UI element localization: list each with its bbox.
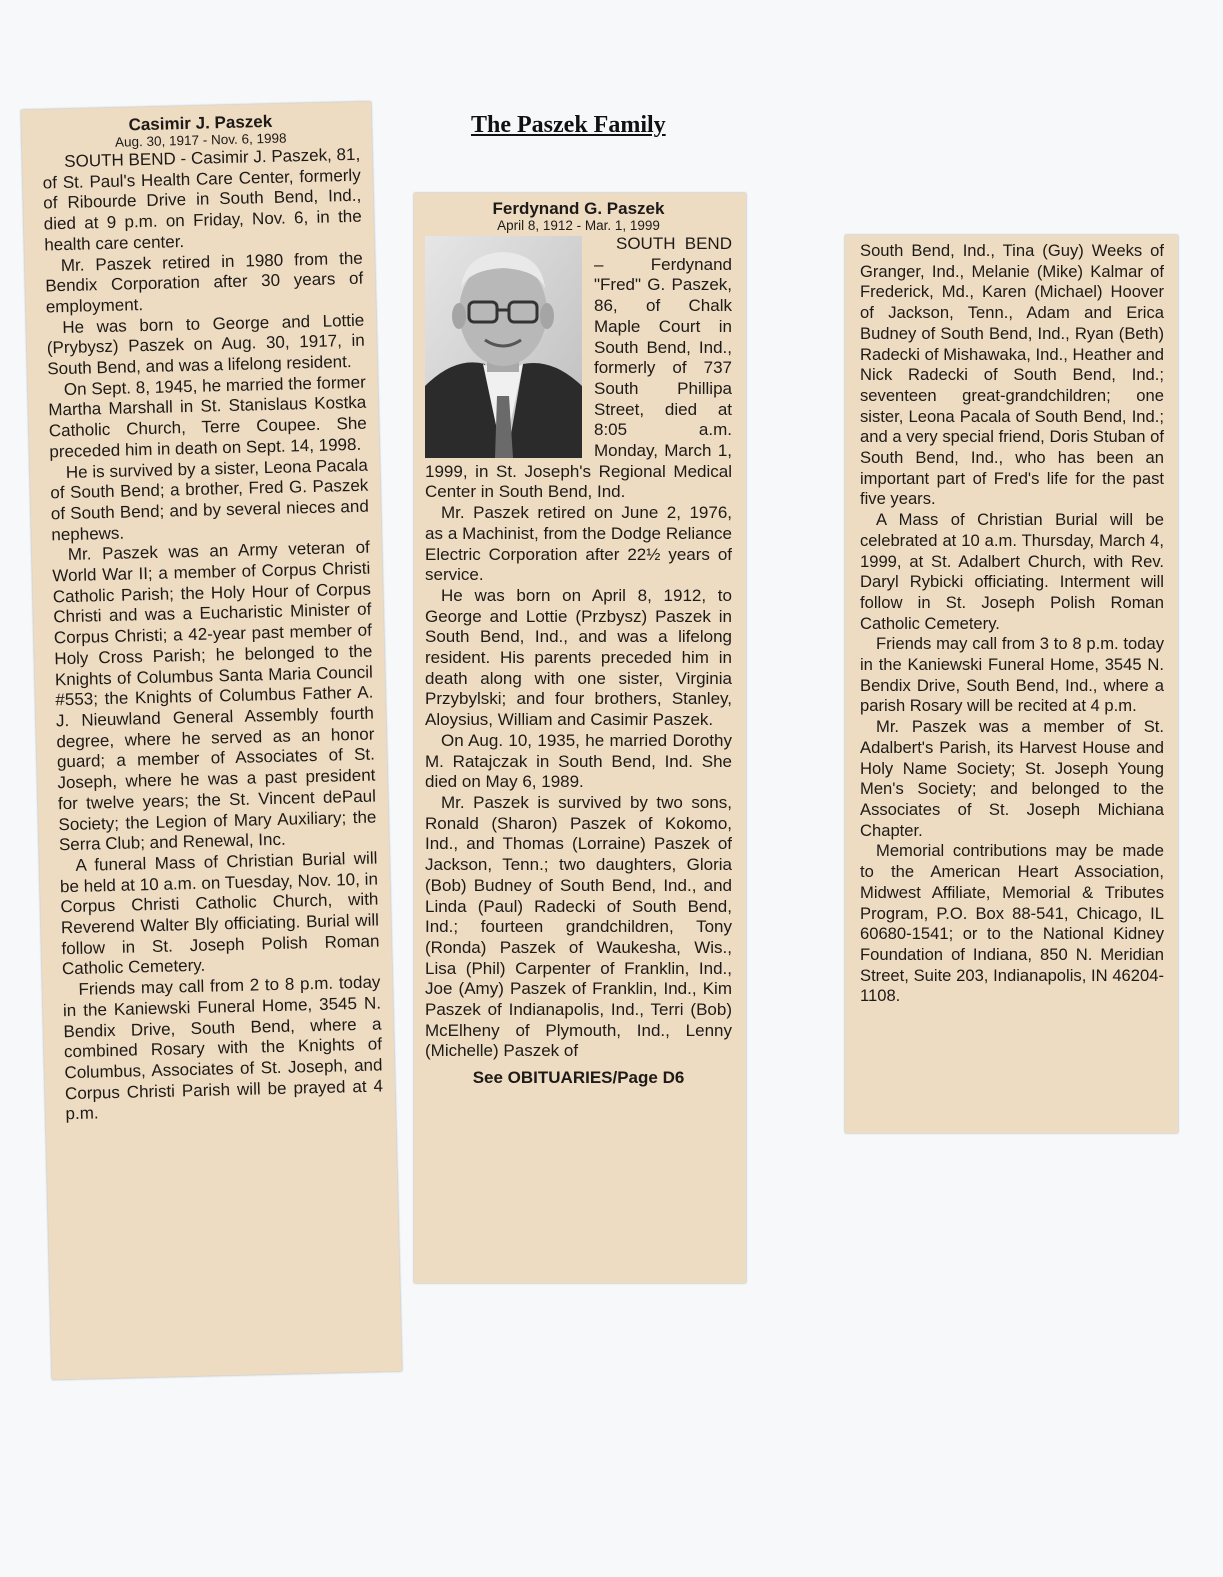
obituary-paragraph: Mr. Paszek is survived by two sons, Ronald (Sharon) Paszek of Kokomo, Ind., and Thomas (Lorraine) Paszek of Jackson, Tenn.; two daughters, Gloria (Bob) Budney of South Bend, Ind., and Linda (Paul) Radecki of South Bend, Ind.; fourteen grandchildren, Tony (Ronda) Paszek of Waukesha, Wis., Lisa (Phil) Carpenter of Franklin, Ind., Joe (Amy) Paszek of Franklin, Ind., Kim Paszek of Indianapolis, Ind., Terri (Bob) McElheny of Plymouth, Ind., Lenny (Michelle) Paszek of	[425, 792, 732, 1061]
obituary-paragraph: On Sept. 8, 1945, he married the former Martha Marshall in St. Stanislaus Kostka Catholic Church, Terre Coupee. She preceded him in death on Sept. 14, 1998.	[48, 372, 367, 462]
obituary-clipping-casimir	[21, 101, 402, 1379]
obituary-paragraph: Mr. Paszek was a member of St. Adalbert's Parish, its Harvest House and Holy Name Society; St. Joseph Young Men's Society; and belonged to the Associates of St. Joseph Michiana Chapter.	[860, 717, 1164, 840]
obituary-paragraph: He is survived by a sister, Leona Pacala of South Bend; a brother, Fred G. Paszek of South Bend; and by several nieces and nephews.	[50, 455, 370, 545]
obituary-name: Ferdynand G. Paszek	[492, 199, 665, 218]
portrait-photo	[425, 236, 582, 458]
obituary-paragraph: A Mass of Christian Burial will be celebrated at 10 a.m. Thursday, March 4, 1999, at St. Adalbert Church, with Rev. Daryl Rybicki officiating. Interment will follow in St. Joseph Polish Roman Catholic Cemetery.	[860, 510, 1164, 633]
obituary-paragraph: He was born to George and Lottie (Prybysz) Paszek on Aug. 30, 1917, in South Bend, and was a lifelong resident.	[46, 310, 365, 379]
obituary-paragraph: Friends may call from 3 to 8 p.m. today in the Kaniewski Funeral Home, 3545 N. Bendix Drive, South Bend, Ind., where a parish Rosary will be recited at 4 p.m.	[860, 634, 1164, 716]
obituary-paragraph: SOUTH BEND - Casimir J. Paszek, 81, of St. Paul's Health Care Center, formerly of Ribourde Drive in South Bend, Ind., died at 9 p.m. on Friday, Nov. 6, in the health care center.	[42, 144, 362, 255]
obituary-body	[42, 145, 384, 1126]
obituary-continuation-clipping	[845, 235, 1178, 1133]
page-title: The Paszek Family	[471, 112, 666, 138]
obituary-dates: April 8, 1912 - Mar. 1, 1999	[497, 218, 660, 233]
obituary-paragraph: Mr. Paszek retired in 1980 from the Bendix Corporation after 30 years of employment.	[45, 248, 364, 317]
obituary-paragraph: On Aug. 10, 1935, he married Dorothy M. Ratajczak in South Bend, Ind. She died on May 6, 1989.	[425, 730, 732, 792]
obituary-paragraph: Mr. Paszek was an Army veteran of World War II; a member of Corpus Christi Catholic Parish; the Holy Hour of Corpus Christi and was a Eucharistic Minister of Corpus Christi; a 42-year past member of Holy Cross Parish; he belonged to the Knights of Columbus Santa Maria Council #553; the Knights of Columbus Father A. J. Nieuwland General Assembly fourth degree, where he served as an honor guard; a member of Associates of St. Joseph, where he was a past president for twelve years; the St. Vincent dePaul Society; the Legion of Mary Auxiliary; the Serra Club; and Renewal, Inc.	[52, 537, 377, 855]
obituary-clipping-ferdynand	[414, 193, 746, 1283]
obituary-dates: Aug. 30, 1917 - Nov. 6, 1998	[114, 130, 287, 150]
obituary-paragraph: A funeral Mass of Christian Burial will be held at 10 a.m. on Tuesday, Nov. 10, in Corpus Christi Catholic Church, with Reverend Walter Bly officiating. Burial will follow in St. Joseph Polish Roman Catholic Cemetery.	[59, 848, 380, 979]
portrait-image	[425, 236, 582, 458]
obituary-paragraph: He was born on April 8, 1912, to George and Lottie (Przbysz) Paszek in South Bend, Ind., and was a lifelong resident. His parents preceded him in death along with one sister, Virginia Przybylski; and four brothers, Stanley, Aloysius, William and Casimir Paszek.	[425, 585, 732, 730]
obituary-body	[860, 241, 1164, 1007]
obituary-name: Casimir J. Paszek	[128, 111, 273, 135]
obituary-body	[425, 234, 732, 1062]
obituary-paragraph: SOUTH BEND – Ferdynand "Fred" G. Paszek, 86, of Chalk Maple Court in South Bend, Ind., formerly of 737 South Phillipa Street, died at 8:05 a.m. Monday, March 1, 1999, in St. Joseph's Regional Medical Center in South Bend, Ind.	[425, 234, 732, 502]
obituary-paragraph: South Bend, Ind., Tina (Guy) Weeks of Granger, Ind., Melanie (Mike) Kalmar of Frederick, Md., Karen (Michael) Hoover of Jackson, Tenn., Adam and Erica Budney of South Bend, Ind., Ryan (Beth) Radecki of Mishawaka, Ind., Heather and Nick Radecki of South Bend, Ind.; seventeen great-grandchildren; one sister, Leona Pacala of South Bend, Ind.; and a very special friend, Doris Stuban of South Bend, Ind., who has been an important part of Fred's life for the past five years.	[860, 241, 1164, 509]
continued-reference: See OBITUARIES/Page D6	[472, 1068, 685, 1088]
obituary-paragraph: Memorial contributions may be made to the American Heart Association, Midwest Affiliate, Memorial & Tributes Program, P.O. Box 88-541, Chicago, IL 60680-1541; or to the National Kidney Foundation of Indiana, 850 N. Meridian Street, Suite 203, Indianapolis, IN 46204-1108.	[860, 841, 1164, 1006]
obituary-paragraph: Mr. Paszek retired on June 2, 1976, as a Machinist, from the Dodge Reliance Electric Corporation after 22½ years of service.	[425, 503, 732, 585]
obituary-paragraph: Friends may call from 2 to 8 p.m. today in the Kaniewski Funeral Home, 3545 N. Bendix Drive, South Bend, where a combined Rosary with the Knights of Columbus, Associates of St. Joseph, and Corpus Christi Parish will be prayed at 4 p.m.	[62, 972, 384, 1124]
